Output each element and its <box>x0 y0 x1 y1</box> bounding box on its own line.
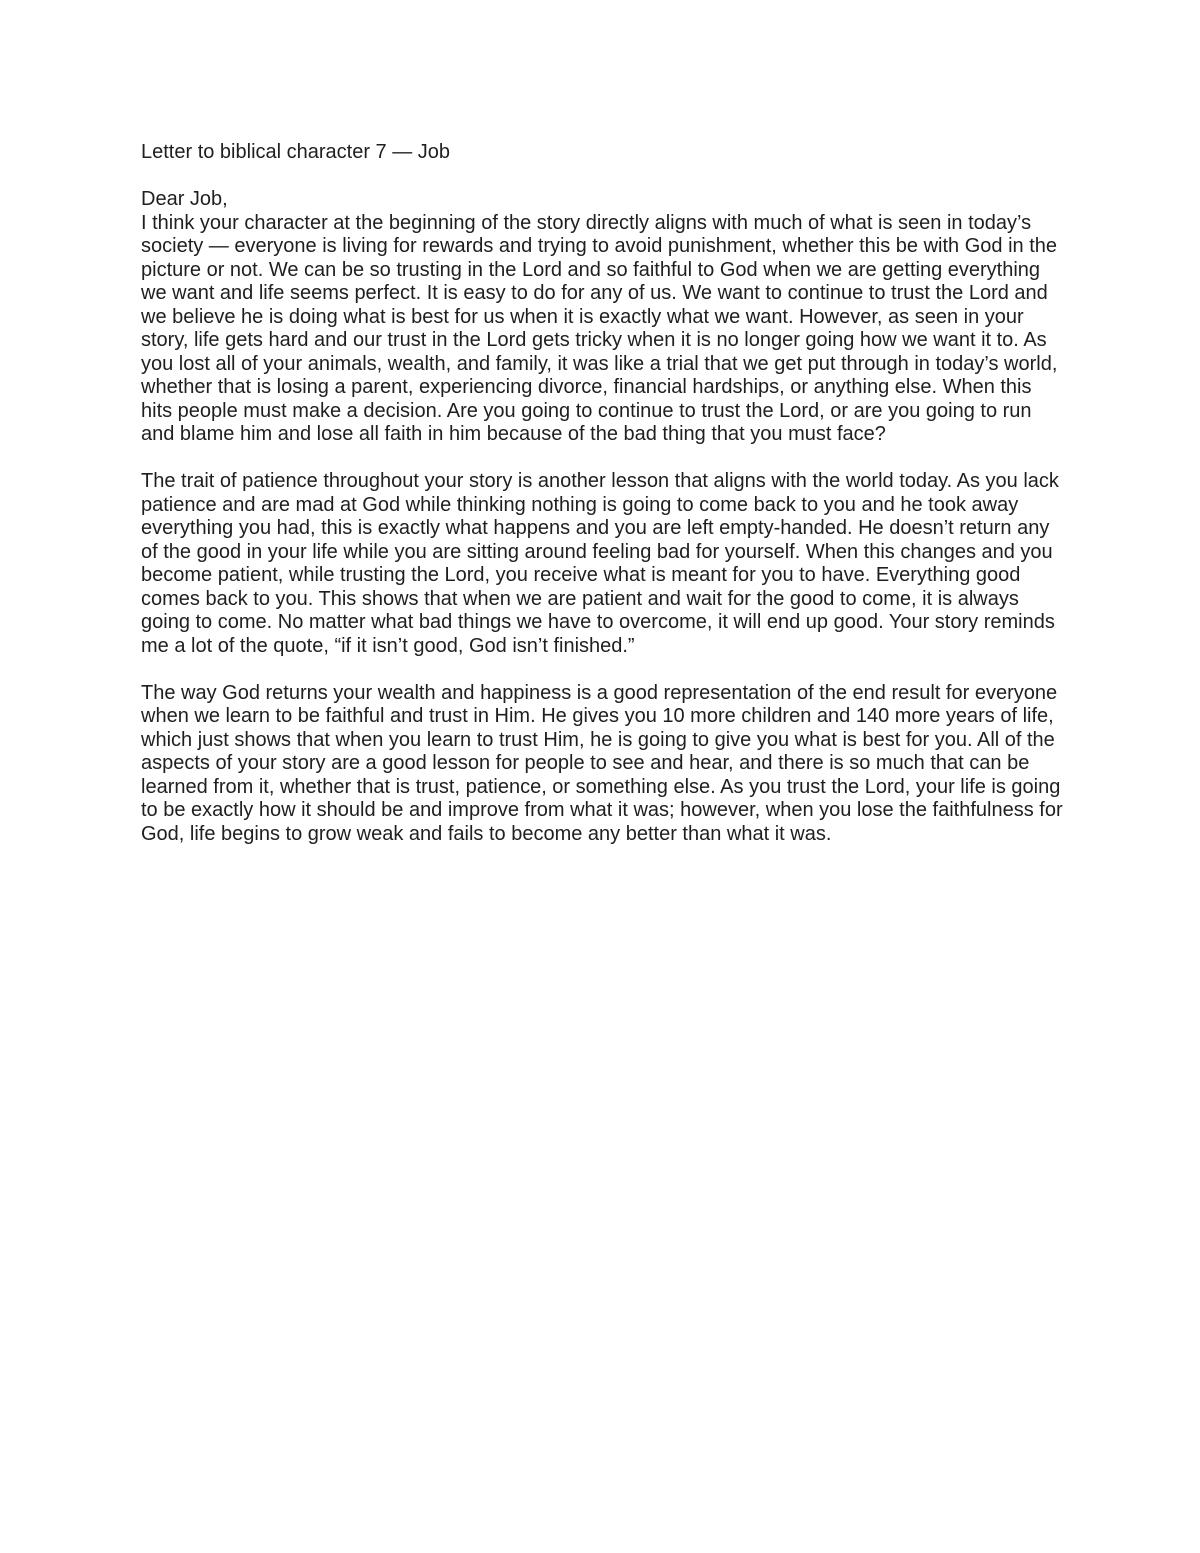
letter-body <box>141 141 1066 870</box>
paragraph-2: The trait of patience throughout your story is another lesson that aligns with the world today. As you lack patience and are mad at God while thinking nothing is going to come back to you and he took away everything you had, this is exactly what happens and you are left empty-handed. He doesn’t return any of the good in your life while you are sitting around feeling bad for yourself. When this changes and you become patient, while trusting the Lord, you receive what is meant for you to have. Everything good comes back to you. This shows that when we are patient and wait for the good to come, it is always going to come. No matter what bad things we have to overcome, it will end up good. Your story reminds me a lot of the quote, “if it isn’t good, God isn’t finished.” <box>141 470 1059 657</box>
letter-salutation: Dear Job, <box>141 188 228 210</box>
paragraph-3: The way God returns your wealth and happiness is a good representation of the end result for everyone when we learn to be faithful and trust in Him. He gives you 10 more children and 140 more years of life, which just shows that when you learn to trust Him, he is going to give you what is best for you. All of the aspects of your story are a good lesson for people to see and hear, and there is so much that can be learned from it, whether that is trust, patience, or something else. As you trust the Lord, your life is going to be exactly how it should be and improve from what it was; however, when you lose the faithfulness for God, life begins to grow weak and fails to become any better than what it was. <box>141 681 1063 845</box>
paragraph-1: I think your character at the beginning of the story directly aligns with much of what is seen in today’s society — everyone is living for rewards and trying to avoid punishment, whether this be with God in the picture or not. We can be so trusting in the Lord and so faithful to God when we are getting everything we want and life seems perfect. It is easy to do for any of us. We want to continue to trust the Lord and we believe he is doing what is best for us when it is exactly what we want. However, as seen in your story, life gets hard and our trust in the Lord gets tricky when it is no longer going how we want it to. As you lost all of your animals, wealth, and family, it was like a trial that we get put through in today’s world, whether that is losing a parent, experiencing divorce, financial hardships, or anything else. When this hits people must make a decision. Are you going to continue to trust the Lord, or are you going to run and blame him and lose all faith in him because of the bad thing that you must face? <box>141 211 1058 445</box>
letter-title: Letter to biblical character 7 — Job <box>141 141 451 163</box>
